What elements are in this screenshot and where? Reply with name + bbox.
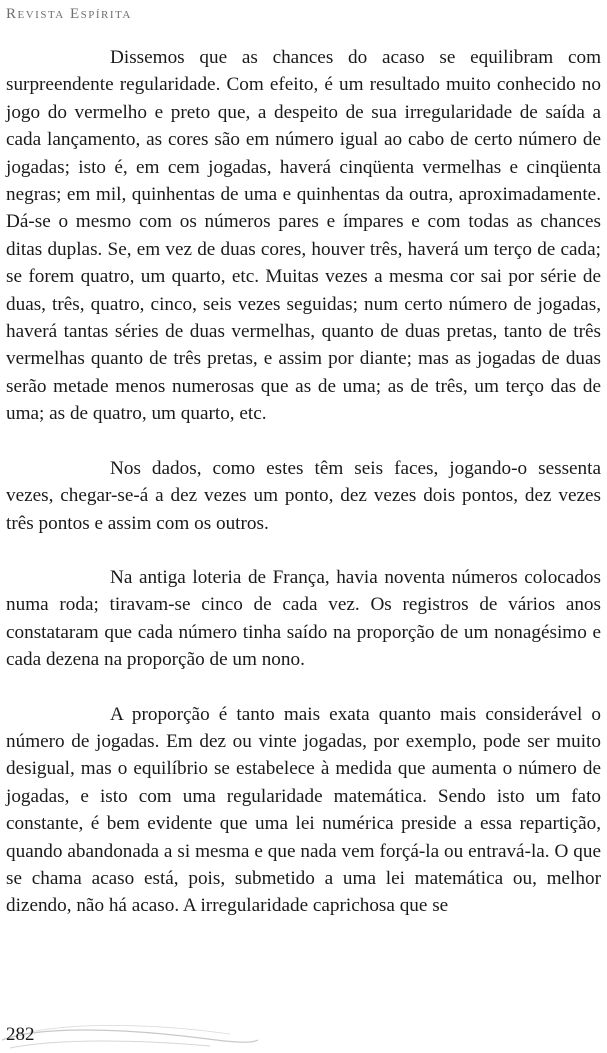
page-ornament-swoosh (0, 1018, 260, 1053)
paragraph: A proporção é tanto mais exata quanto mais considerável o número de jogadas. Em dez ou vinte jogadas, por exemplo, pode ser muito desigual, mas o equilíbrio se estabelece à medida que aumenta o número de jogadas, e isto com uma regularidade matemática. Sendo isto um fato constante, é bem evidente que uma lei numérica preside a essa repartição, quando abandonada a si mesma e que nada vem forçá-la ou entravá-la. O que se chama acaso está, pois, submetido a uma lei matemática ou, melhor dizendo, não há acaso. A irregularidade caprichosa que se (6, 703, 601, 917)
running-header: Revista Espírita (6, 6, 132, 22)
paragraph: Na antiga loteria de França, havia noventa números colocados numa roda; tiravam-se cinco de cada vez. Os registros de vários anos constataram que cada número tinha saído na proporção de um nonagésimo e cada dezena na proporção de um nono. (6, 566, 601, 671)
page-number: 282 (6, 1024, 35, 1045)
paragraph: Dissemos que as chances do acaso se equilibram com surpreendente regularidade. Com efeito, é um resultado muito conhecido no jogo do vermelho e preto que, a despeito de sua irregularidade de saída a cada lançamento, as cores são em número igual ao cabo de certo número de jogadas; isto é, em cem jogadas, haverá cinqüenta vermelhas e cinqüenta negras; em mil, quinhentas de uma e quinhentas da outra, aproximadamente. Dá-se o mesmo com os números pares e ímpares e com todas as chances ditas duplas. Se, em vez de duas cores, houver três, haverá um terço de cada; se forem quatro, um quarto, etc. Muitas vezes a mesma cor sai por série de duas, três, quatro, cinco, seis vezes seguidas; num certo número de jogadas, haverá tantas séries de duas vermelhas, quanto de duas pretas, tanto de três vermelhas quanto de três pretas, e assim por diante; mas as jogadas de duas serão metade menos numerosas que as de uma; as de três, um terço das de uma; as de quatro, um quarto, etc. (6, 47, 601, 425)
paragraph: Nos dados, como estes têm seis faces, jogando-o sessenta vezes, chegar-se-á a dez vezes um ponto, dez vezes dois pontos, dez vezes três pontos e assim com os outros. (6, 457, 601, 534)
body-text (6, 44, 601, 920)
